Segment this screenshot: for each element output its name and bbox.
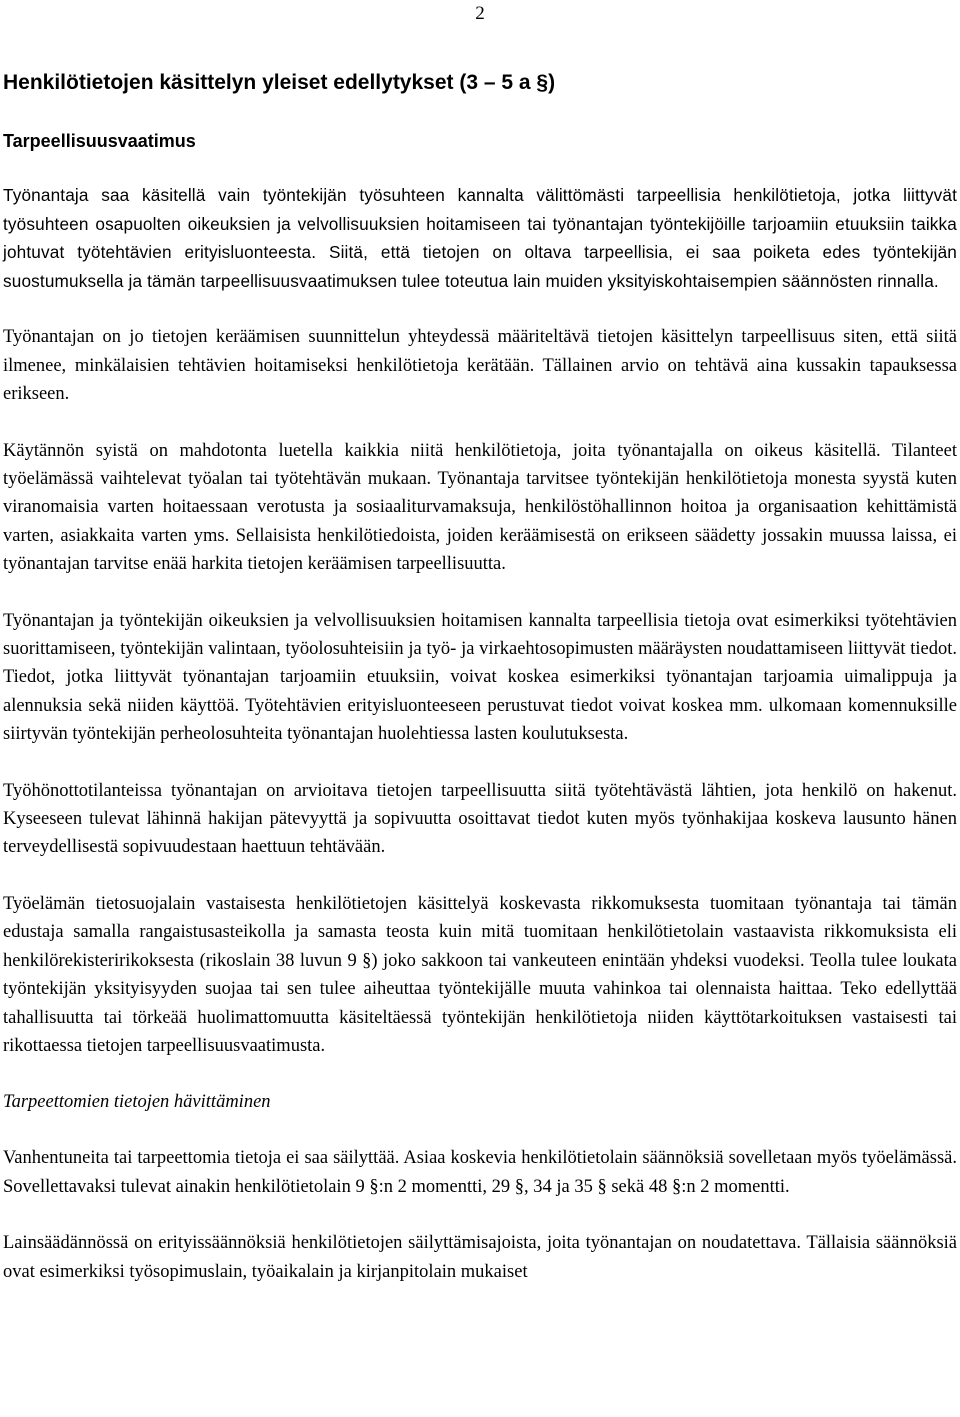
paragraph-practical-reasons: Käytännön syistä on mahdotonta luetella kaikkia niitä henkilötietoja, joita työnantajalla on oikeus käsitellä. Tilanteet työelämässä vaihtelevat työalan tai työtehtävän mukaan. Työnantaja tarvitsee työntekijän henkilötietoja monesta syystä kuten viranomaisia varten hoitaessaan verotusta ja sosiaaliturvamaksuja, henkilöstöhallinnon hoitoa ja organisaation kehittämistä varten, asiakkaita varten yms. Sellaisista henkilötiedoista, joiden keräämisestä on erikseen säädetty jossakin muussa laissa, ei työnantajan tarvitse enää harkita tietojen keräämisen tarpeellisuutta. [3, 440, 957, 575]
paragraph-recruitment: Työhönottotilanteissa työnantajan on arvioitava tietojen tarpeellisuutta siitä työtehtävästä lähtien, jota henkilö on hakenut. Kyseeseen tulevat lähinnä hakijan pätevyyttä ja sopivuutta osoittavat tiedot kuten myös työnhakijaa koskeva lausunto hänen terveydellisestä sopivuudestaan haettuun tehtävään. [3, 780, 957, 858]
paragraph-penalties: Työelämän tietosuojalain vastaisesta henkilötietojen käsittelyä koskevasta rikkomuksesta tuomitaan työnantaja tai tämän edustaja samalla rangaistusasteikolla ja samasta teosta kuin mitä tuomitaan henkilötietolain vastaavista rikkomuksista eli henkilörekisteririkoksesta (rikoslain 38 luvun 9 §) joko sakkoon tai vankeuteen enintään yhdeksi vuodeksi. Teolla tulee loukata työntekijän yksityisyyden suojaa tai sen tulee aiheuttaa työntekijälle muuta vahinkoa tai olennaista haittaa. Teko edellyttää tahallisuutta tai törkeää huolimattomuutta käsiteltäessä työntekijän henkilötietoja niiden käyttötarkoituksen vastaisesti tai rikottaessa tietojen tarpeellisuusvaatimusta. [3, 893, 957, 1056]
document-body [3, 68, 957, 1314]
page-number: 2 [475, 3, 485, 24]
paragraph-assessment: Työnantajan on jo tietojen keräämisen suunnittelun yhteydessä määriteltävä tietojen käsittelyn tarpeellisuus siten, että siitä ilmenee, minkälaisien tehtävien hoitamiseksi henkilötietoja kerätään. Tällainen arvio on tehtävä aina kussakin tapauksessa erikseen. [3, 327, 957, 405]
subsection-heading: Tarpeellisuusvaatimus [3, 131, 196, 151]
section-heading: Henkilötietojen käsittelyn yleiset edellytykset (3 – 5 a §) [3, 71, 556, 94]
paragraph-requirement: Työnantaja saa käsitellä vain työntekijän työsuhteen kannalta välittömästi tarpeellisia henkilötietoja, jotka liittyvät työsuhteen osapuolten oikeuksien ja velvollisuuksien hoitamiseen tai työnantajan työntekijöille tarjoamiin etuuksiin taikka johtuvat työtehtävien erityisluonteesta. Siitä, että tietojen on oltava tarpeellisia, ei saa poiketa edes työntekijän suostumuksella ja tämän tarpeellisuusvaatimuksen tulee toteutua lain muiden yksityiskohtaisempien säännösten rinnalla. [3, 185, 957, 291]
paragraph-retention-periods: Lainsäädännössä on erityissäännöksiä henkilötietojen säilyttämisajoista, joita työnantajan on noudatettava. Tällaisia säännöksiä ovat esimerkiksi työsopimuslain, työaikalain ja kirjanpitolain mukaiset [3, 1233, 957, 1282]
section-heading-deletion: Tarpeettomien tietojen hävittäminen [3, 1092, 271, 1113]
paragraph-outdated-data: Vanhentuneita tai tarpeettomia tietoja ei saa säilyttää. Asiaa koskevia henkilötietolain säännöksiä sovelletaan myös työelämässä. Sovellettavaksi tulevat ainakin henkilötietolain 9 §:n 2 momentti, 29 §, 34 ja 35 § sekä 48 §:n 2 momentti. [3, 1148, 957, 1197]
paragraph-rights-obligations: Työnantajan ja työntekijän oikeuksien ja velvollisuuksien hoitamisen kannalta tarpeellisia tietoja ovat esimerkiksi työtehtävien suorittamiseen, työntekijän valintaan, työolosuhteisiin ja työ- ja virkaehtosopimusten määräysten noudattamiseen liittyvät tiedot. Tiedot, jotka liittyvät työnantajan tarjoamiin etuuksiin, voivat koskea esimerkiksi työnantajan tarjoamia uimalippuja ja alennuksia sekä niiden käyttöä. Työtehtävien erityisluonteeseen perustuvat tiedot voivat koskea mm. ulkomaan komennuksille siirtyvän työntekijän perheolosuhteita työnantajan huolehtiessa lasten koulutuksesta. [3, 610, 957, 745]
